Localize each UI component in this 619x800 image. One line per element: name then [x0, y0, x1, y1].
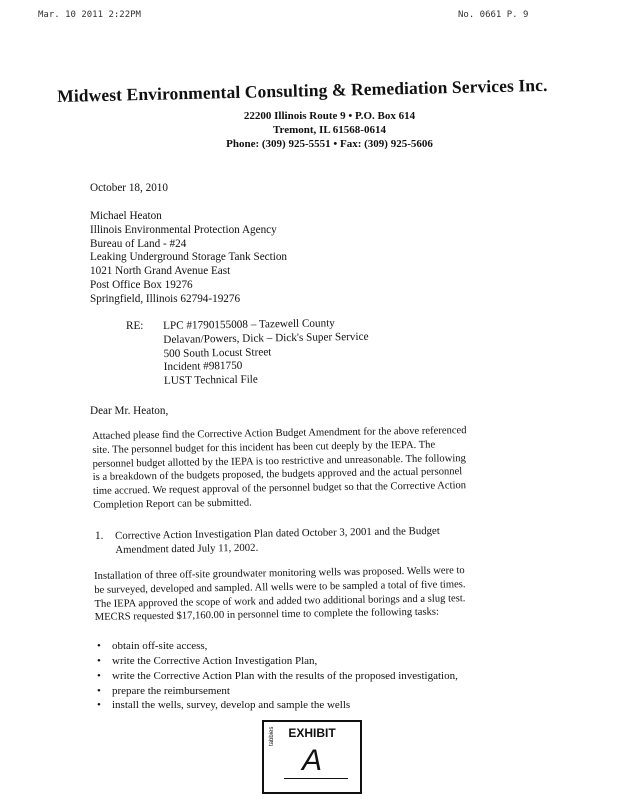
recipient-line: 1021 North Grand Avenue East: [90, 265, 231, 278]
re-label: RE:: [126, 320, 144, 332]
re-line: LUST Technical File: [163, 373, 258, 388]
salutation: Dear Mr. Heaton,: [90, 405, 169, 417]
paragraph-line: The IEPA approved the scope of work and added two additional borings and a slug test.: [94, 592, 466, 610]
letter-date: October 18, 2010: [90, 182, 168, 194]
recipient-line: Michael Heaton: [90, 210, 162, 222]
paragraph-line: MECRS requested $17,160.00 in personnel time to complete the following tasks:: [94, 606, 440, 624]
paragraph-line: Completion Report can be submitted.: [93, 497, 252, 511]
paragraph-line: is a breakdown of the budgets proposed, the budgets approved and the actual personnel: [92, 466, 463, 484]
item-1-text: [115, 525, 440, 558]
company-address-line1: 22200 Illinois Route 9 • P.O. Box 614: [243, 110, 416, 122]
company-address-line2: Tremont, IL 61568-0614: [273, 124, 386, 136]
task-list-item: • prepare the reimbursement: [97, 685, 230, 697]
re-line: LPC #1790155008 – Tazewell County: [163, 317, 335, 332]
exhibit-underline: [284, 778, 348, 779]
exhibit-letter: A: [302, 744, 323, 777]
item-line: Corrective Action Investigation Plan dated October 3, 2001 and the Budget: [115, 524, 440, 542]
paragraph-line: site. The personnel budget for this incident has been cut deeply by the IEPA. The: [92, 439, 436, 456]
bullet-icon: •: [97, 655, 101, 667]
re-line: 500 South Locust Street: [163, 345, 272, 360]
paragraph-wells: [94, 564, 466, 625]
bullet-icon: •: [97, 685, 101, 697]
bullet-icon: •: [97, 640, 101, 652]
fax-date-time: Mar. 10 2011 2:22PM: [38, 10, 141, 20]
item-number: 1.: [95, 530, 104, 542]
task-list-item: • write the Corrective Action Investigation Plan,: [97, 655, 318, 667]
company-name: Midwest Environmental Consulting & Remediation Services Inc.: [57, 74, 548, 106]
re-block: [163, 317, 369, 389]
recipient-line: Leaking Underground Storage Tank Section: [90, 251, 288, 264]
paragraph-line: time accrued. We request approval of the personnel budget so that the Corrective Action: [92, 480, 467, 498]
re-line: Incident #981750: [163, 360, 243, 374]
paragraph-line: Attached please find the Corrective Action Budget Amendment for the above referenced: [92, 425, 467, 442]
task-list-item: • write the Corrective Action Plan with the results of the proposed investigation,: [97, 670, 458, 682]
task-list-item: • obtain off-site access,: [97, 640, 208, 652]
bullet-icon: •: [97, 699, 101, 711]
fax-page-info: No. 0661 P. 9: [458, 10, 529, 20]
paragraph-line: be surveyed, developed and sampled. All wells were to be sampled a total of five times.: [94, 578, 466, 596]
recipient-line: Bureau of Land - #24: [90, 237, 187, 250]
re-line: Delavan/Powers, Dick – Dick's Super Service: [163, 330, 369, 346]
exhibit-sticker: [262, 720, 362, 794]
exhibit-title: EXHIBIT: [288, 726, 336, 740]
paragraph-line: Installation of three off-site groundwater monitoring wells was proposed. Wells were to: [94, 565, 465, 582]
recipient-line: Post Office Box 19276: [90, 278, 193, 291]
recipient-line: Springfield, Illinois 62794-19276: [90, 292, 241, 305]
bullet-icon: •: [97, 670, 101, 682]
company-phone-fax: Phone: (309) 925-5551 • Fax: (309) 925-5606: [226, 138, 433, 150]
paragraph-line: personnel budget allotted by the IEPA is too restrictive and unreasonable. The following: [92, 452, 466, 470]
recipient-block: [90, 210, 287, 307]
paragraph-intro: [92, 424, 468, 513]
recipient-line: Illinois Environmental Protection Agency: [90, 223, 277, 236]
task-list-item: • install the wells, survey, develop and sample the wells: [97, 699, 351, 711]
item-line: Amendment dated July 11, 2002.: [115, 541, 259, 556]
exhibit-side-text: tabbies: [269, 726, 275, 746]
